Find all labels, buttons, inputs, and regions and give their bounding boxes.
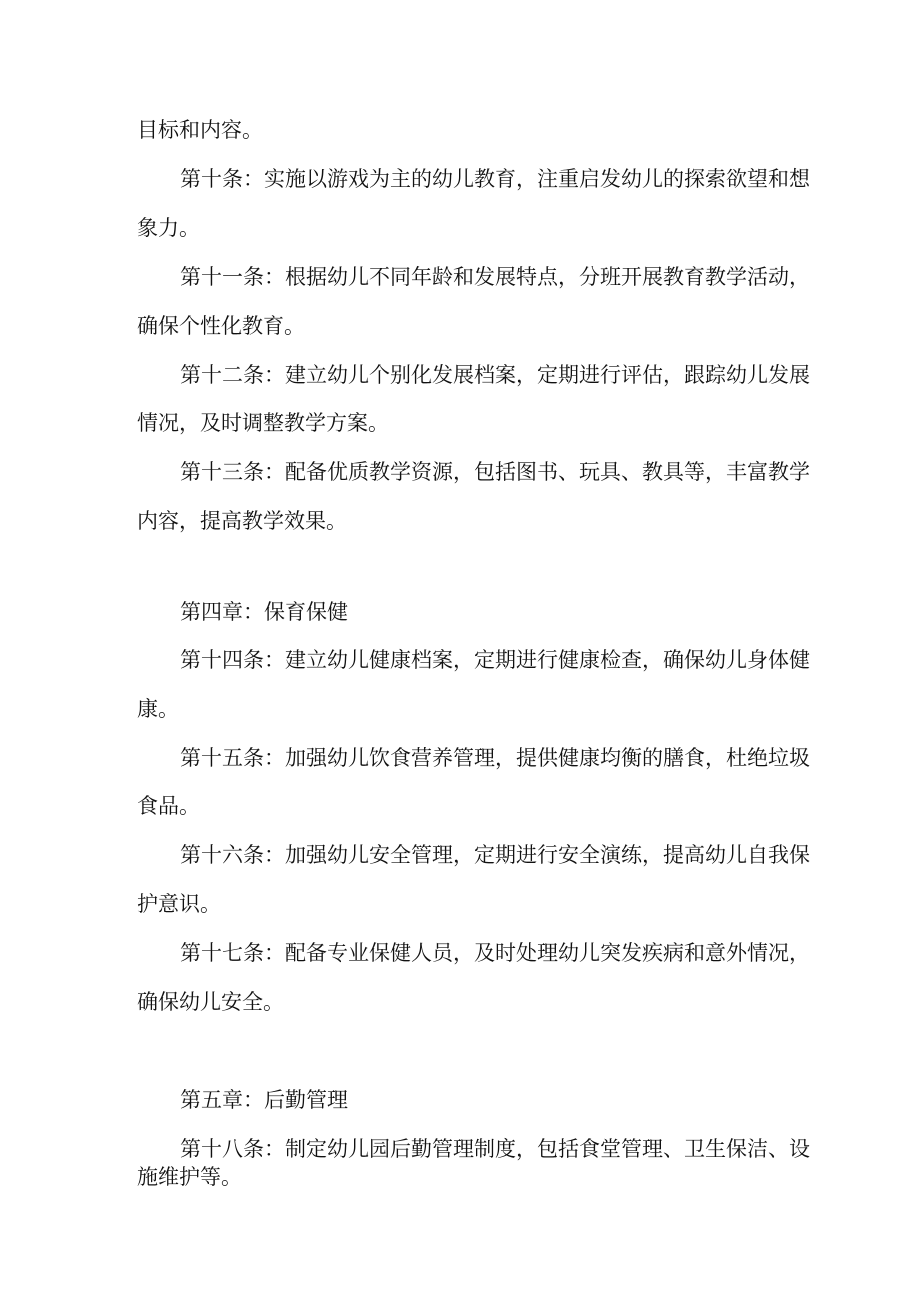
article-16-line-1: 第十六条：加强幼儿安全管理，定期进行安全演练，提高幼儿自我保 xyxy=(180,843,810,867)
article-13-line-2: 内容，提高教学效果。 xyxy=(137,509,347,533)
article-18-line-2: 施维护等。 xyxy=(137,1165,242,1189)
article-11-line-2: 确保个性化教育。 xyxy=(137,314,305,338)
article-14-line-2: 康。 xyxy=(137,697,179,721)
article-13-line-1: 第十三条：配备优质教学资源，包括图书、玩具、教具等，丰富教学 xyxy=(180,460,810,484)
article-12-line-1: 第十二条：建立幼儿个别化发展档案，定期进行评估，跟踪幼儿发展 xyxy=(180,363,810,387)
article-10-line-2: 象力。 xyxy=(137,216,200,240)
article-16-line-2: 护意识。 xyxy=(137,892,221,916)
article-11-line-1: 第十一条：根据幼儿不同年龄和发展特点，分班开展教育教学活动， xyxy=(180,265,810,289)
article-12-line-2: 情况，及时调整教学方案。 xyxy=(137,411,389,435)
article-17-line-1: 第十七条：配备专业保健人员，及时处理幼儿突发疾病和意外情况， xyxy=(180,941,810,965)
article-18-line-1: 第十八条：制定幼儿园后勤管理制度，包括食堂管理、卫生保洁、设 xyxy=(180,1137,810,1161)
article-14-line-1: 第十四条：建立幼儿健康档案，定期进行健康检查，确保幼儿身体健 xyxy=(180,648,810,672)
chapter-5-title: 第五章：后勤管理 xyxy=(180,1088,348,1112)
article-15-line-2: 食品。 xyxy=(137,794,200,818)
chapter-4-title: 第四章：保育保健 xyxy=(180,600,348,624)
article-10-line-1: 第十条：实施以游戏为主的幼儿教育，注重启发幼儿的探索欲望和想 xyxy=(180,167,810,191)
article-15-line-1: 第十五条：加强幼儿饮食营养管理，提供健康均衡的膳食，杜绝垃圾 xyxy=(180,746,810,770)
article-17-line-2: 确保幼儿安全。 xyxy=(137,990,284,1014)
paragraph-continuation: 目标和内容。 xyxy=(137,118,263,142)
